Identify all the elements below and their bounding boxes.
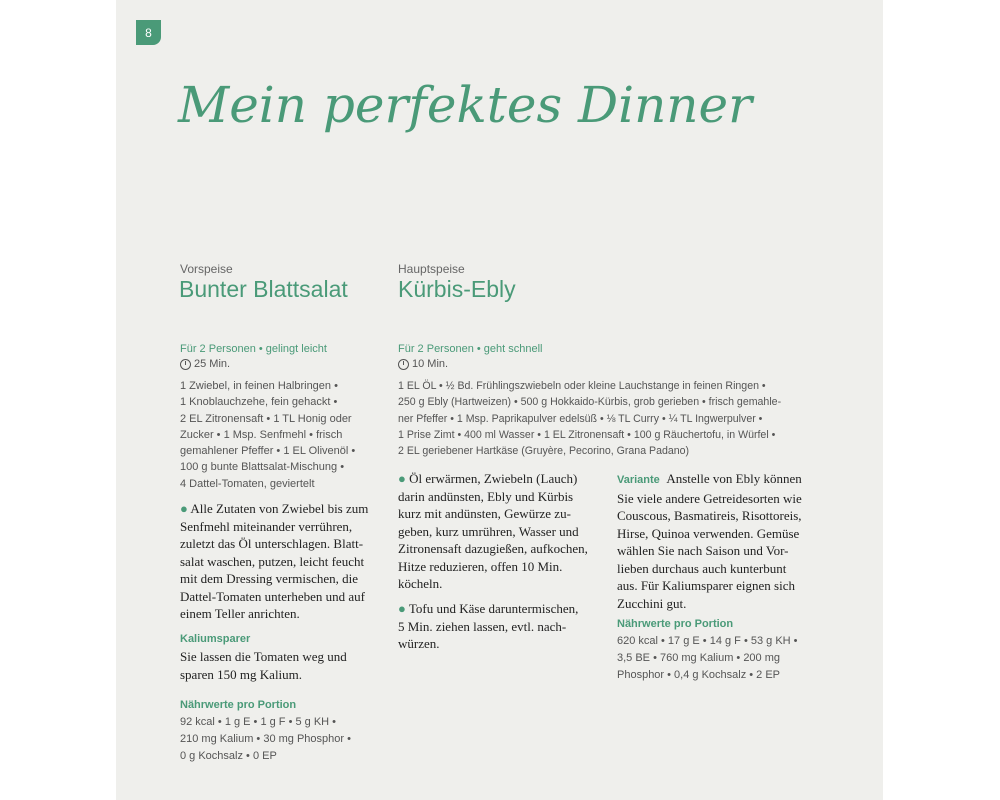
main-nutrition: 620 kcal • 17 g E • 14 g F • 53 g KH • 3,5 BE • 760 mg Kalium • 200 mg Phosphor • 0,4 g Kochsalz • 2 EP: [617, 635, 798, 681]
starter-time: [180, 358, 230, 370]
ingredient-line: 1 EL ÖL • ½ Bd. Frühlingszwiebeln oder kleine Lauchstange in feinen Ringen •: [398, 380, 766, 392]
variant-label: Variante: [617, 474, 660, 486]
main-dish-title: Kürbis-Ebly: [398, 276, 516, 302]
main-ingredients: [398, 378, 838, 459]
starter-nutrition-title: Nährwerte pro Portion: [180, 699, 297, 711]
main-time-value: 10 Min.: [412, 358, 449, 370]
ingredient-line: 1 Knoblauchzehe, fein gehackt •: [180, 396, 338, 409]
bullet-icon: ●: [398, 601, 409, 616]
bullet-icon: ●: [180, 501, 191, 516]
main-step-2: ● Tofu und Käse daruntermischen, 5 Min. ziehen lassen, evtl. nach- würzen.: [398, 601, 579, 651]
ingredient-line: 1 Zwiebel, in feinen Halbringen •: [180, 380, 338, 392]
starter-nutrition: 92 kcal • 1 g E • 1 g F • 5 g KH • 210 mg Kalium • 30 mg Phosphor • 0 g Kochsalz • 0 EP: [180, 716, 351, 762]
clock-icon: [180, 359, 191, 370]
ingredient-line: 2 EL Zitronensaft • 1 TL Honig oder: [180, 412, 352, 425]
starter-meta: Für 2 Personen • gelingt leicht: [180, 343, 327, 355]
main-time: [398, 358, 448, 370]
recipe-page: [116, 0, 883, 800]
kalium-title: Kaliumsparer: [180, 633, 251, 645]
starter-course-label: Vorspeise: [180, 262, 233, 276]
clock-icon: [398, 359, 409, 370]
ingredient-line: 1 Prise Zimt • 400 ml Wasser • 1 EL Zitronensaft • 100 g Räuchertofu, in Würfel •: [398, 428, 776, 441]
starter-time-value: 25 Min.: [194, 358, 231, 370]
main-course-label: Hauptspeise: [398, 262, 465, 276]
main-nutrition-title: Nährwerte pro Portion: [617, 618, 734, 630]
kalium-text: Sie lassen die Tomaten weg und sparen 150 mg Kalium.: [180, 649, 347, 682]
ingredient-line: 2 EL geriebener Hartkäse (Gruyère, Pecorino, Grana Padano): [398, 445, 690, 458]
variant-note: Variante Anstelle von Ebly können Sie viele andere Getreidesorten wie Couscous, Basmatireis, Risottoreis, Hirse, Quinoa verwenden. Gemüse wählen Sie nach Saison und Vor- lieben durchaus auch kunterbunt aus. Für Kaliumsparer eignen sich Zucchini gut.: [617, 471, 802, 611]
page-number-badge: 8: [136, 20, 161, 45]
starter-instructions: ● Alle Zutaten von Zwiebel bis zum Senfmehl miteinander verrühren, zuletzt das Öl unterschlagen. Blatt- salat waschen, putzen, leicht feucht mit dem Dressing vermischen, die Dattel-Tomaten unterheben und auf einem Teller anrichten.: [180, 501, 369, 621]
starter-ingredients: [180, 378, 380, 492]
bullet-icon: ●: [398, 471, 410, 486]
page-title: Mein perfektes Dinner: [178, 76, 752, 134]
ingredient-line: ner Pfeffer • 1 Msp. Paprikapulver edelsüß • ⅛ TL Curry • ¼ TL Ingwerpulver •: [398, 412, 763, 425]
main-step-1: ● Öl erwärmen, Zwiebeln (Lauch) darin andünsten, Ebly und Kürbis kurz mit andünsten, Gewürze zu- geben, kurz umrühren, Wasser und Zitronensaft dazugießen, aufkochen, Hitze reduzieren, offen 10 Min. köcheln.: [398, 471, 588, 591]
starter-dish-title: Bunter Blattsalat: [179, 276, 348, 302]
ingredient-line: 250 g Ebly (Hartweizen) • 500 g Hokkaido-Kürbis, grob gerieben • frisch gemahle-: [398, 396, 782, 409]
ingredient-line: 4 Dattel-Tomaten, geviertelt: [180, 477, 315, 490]
ingredient-line: Zucker • 1 Msp. Senfmehl • frisch: [180, 428, 343, 441]
ingredient-line: gemahlener Pfeffer • 1 EL Olivenöl •: [180, 445, 356, 458]
ingredient-line: 100 g bunte Blattsalat-Mischung •: [180, 461, 345, 474]
main-meta: Für 2 Personen • geht schnell: [398, 343, 543, 355]
